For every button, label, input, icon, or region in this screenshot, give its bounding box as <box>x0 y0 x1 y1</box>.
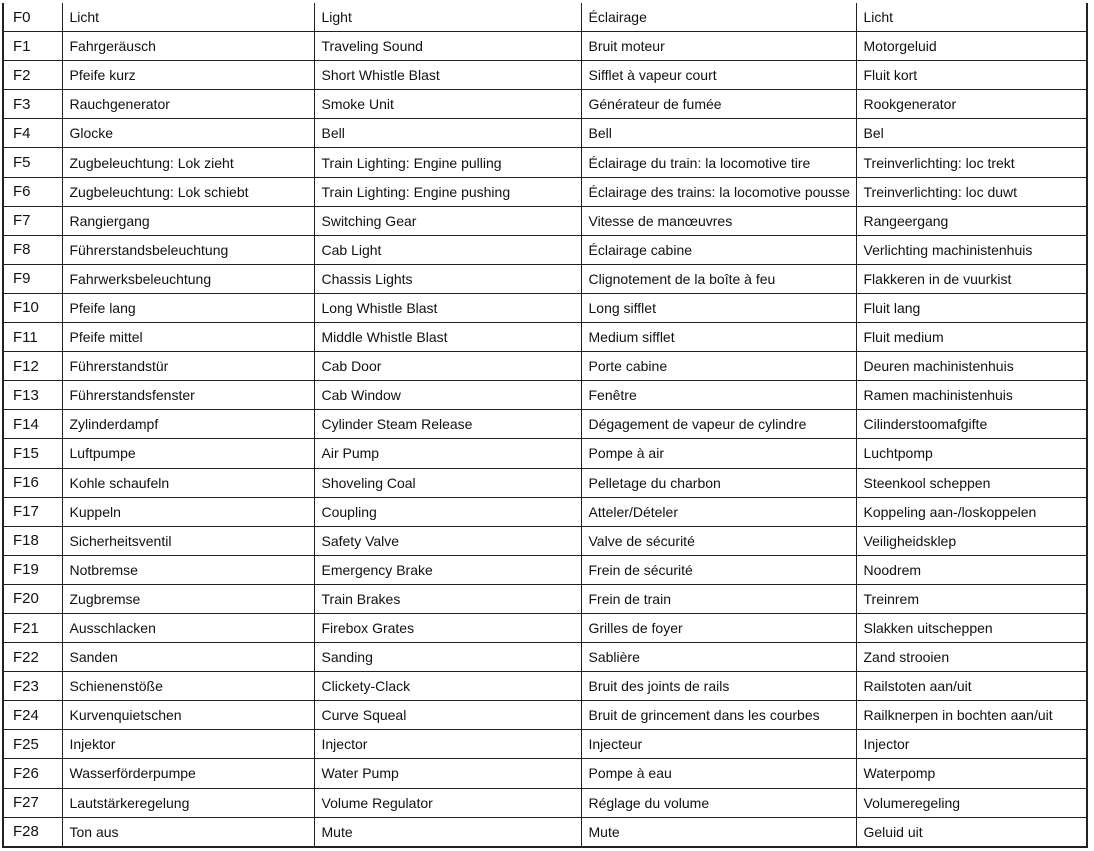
table-row <box>3 584 1087 613</box>
english-label-cell: Middle Whistle Blast <box>314 323 581 352</box>
function-number-cell: F10 <box>3 293 62 322</box>
german-label-cell: Führerstandsfenster <box>62 381 314 410</box>
function-number-cell: F23 <box>3 672 62 701</box>
french-label-cell: Long sifflet <box>581 293 856 322</box>
function-number-cell: F1 <box>3 32 62 61</box>
function-number-cell: F9 <box>3 264 62 293</box>
german-label-cell: Sicherheitsventil <box>62 526 314 555</box>
function-number-cell: F21 <box>3 613 62 642</box>
table-row <box>3 61 1087 90</box>
english-label-cell: Chassis Lights <box>314 264 581 293</box>
dutch-label-cell: Fluit kort <box>856 61 1087 90</box>
english-label-cell: Traveling Sound <box>314 32 581 61</box>
dutch-label-cell: Rookgenerator <box>856 90 1087 119</box>
german-label-cell: Kohle schaufeln <box>62 468 314 497</box>
english-label-cell: Emergency Brake <box>314 555 581 584</box>
function-number-cell: F2 <box>3 61 62 90</box>
german-label-cell: Notbremse <box>62 555 314 584</box>
function-number-cell: F8 <box>3 235 62 264</box>
english-label-cell: Train Lighting: Engine pulling <box>314 148 581 177</box>
table-row <box>3 555 1087 584</box>
german-label-cell: Pfeife kurz <box>62 61 314 90</box>
french-label-cell: Frein de train <box>581 584 856 613</box>
french-label-cell: Bruit de grincement dans les courbes <box>581 701 856 730</box>
table-row <box>3 352 1087 381</box>
table-row <box>3 206 1087 235</box>
function-number-cell: F15 <box>3 439 62 468</box>
table-row <box>3 323 1087 352</box>
dutch-label-cell: Railstoten aan/uit <box>856 672 1087 701</box>
french-label-cell: Éclairage cabine <box>581 235 856 264</box>
french-label-cell: Mute <box>581 817 856 847</box>
german-label-cell: Injektor <box>62 730 314 759</box>
table-row <box>3 264 1087 293</box>
dutch-label-cell: Treinverlichting: loc trekt <box>856 148 1087 177</box>
table-row <box>3 526 1087 555</box>
function-number-cell: F7 <box>3 206 62 235</box>
dutch-label-cell: Noodrem <box>856 555 1087 584</box>
german-label-cell: Ausschlacken <box>62 613 314 642</box>
english-label-cell: Clickety-Clack <box>314 672 581 701</box>
function-table-body <box>3 3 1087 847</box>
french-label-cell: Valve de sécurité <box>581 526 856 555</box>
dutch-label-cell: Injector <box>856 730 1087 759</box>
function-number-cell: F0 <box>3 3 62 32</box>
table-row <box>3 439 1087 468</box>
german-label-cell: Lautstärkeregelung <box>62 788 314 817</box>
german-label-cell: Rangiergang <box>62 206 314 235</box>
french-label-cell: Bruit moteur <box>581 32 856 61</box>
function-number-cell: F14 <box>3 410 62 439</box>
dutch-label-cell: Treinverlichting: loc duwt <box>856 177 1087 206</box>
french-label-cell: Pelletage du charbon <box>581 468 856 497</box>
dutch-label-cell: Deuren machinistenhuis <box>856 352 1087 381</box>
function-number-cell: F24 <box>3 701 62 730</box>
dutch-label-cell: Treinrem <box>856 584 1087 613</box>
english-label-cell: Bell <box>314 119 581 148</box>
function-number-cell: F26 <box>3 759 62 788</box>
function-number-cell: F22 <box>3 643 62 672</box>
english-label-cell: Coupling <box>314 497 581 526</box>
table-row <box>3 701 1087 730</box>
english-label-cell: Short Whistle Blast <box>314 61 581 90</box>
dutch-label-cell: Veiligheidsklep <box>856 526 1087 555</box>
table-row <box>3 148 1087 177</box>
german-label-cell: Schienenstöße <box>62 672 314 701</box>
english-label-cell: Volume Regulator <box>314 788 581 817</box>
dutch-label-cell: Railknerpen in bochten aan/uit <box>856 701 1087 730</box>
dutch-label-cell: Licht <box>856 3 1087 32</box>
table-row <box>3 3 1087 32</box>
function-number-cell: F28 <box>3 817 62 847</box>
table-row <box>3 32 1087 61</box>
english-label-cell: Train Lighting: Engine pushing <box>314 177 581 206</box>
german-label-cell: Kurvenquietschen <box>62 701 314 730</box>
german-label-cell: Zugbeleuchtung: Lok schiebt <box>62 177 314 206</box>
dutch-label-cell: Waterpomp <box>856 759 1087 788</box>
english-label-cell: Firebox Grates <box>314 613 581 642</box>
dutch-label-cell: Fluit medium <box>856 323 1087 352</box>
english-label-cell: Air Pump <box>314 439 581 468</box>
dutch-label-cell: Bel <box>856 119 1087 148</box>
function-number-cell: F4 <box>3 119 62 148</box>
french-label-cell: Éclairage du train: la locomotive tire <box>581 148 856 177</box>
table-row <box>3 613 1087 642</box>
table-row <box>3 177 1087 206</box>
table-row <box>3 730 1087 759</box>
dutch-label-cell: Motorgeluid <box>856 32 1087 61</box>
dutch-label-cell: Slakken uitscheppen <box>856 613 1087 642</box>
dutch-label-cell: Verlichting machinistenhuis <box>856 235 1087 264</box>
english-label-cell: Switching Gear <box>314 206 581 235</box>
function-number-cell: F16 <box>3 468 62 497</box>
function-number-cell: F18 <box>3 526 62 555</box>
german-label-cell: Ton aus <box>62 817 314 847</box>
french-label-cell: Clignotement de la boîte à feu <box>581 264 856 293</box>
english-label-cell: Cab Window <box>314 381 581 410</box>
english-label-cell: Sanding <box>314 643 581 672</box>
english-label-cell: Light <box>314 3 581 32</box>
french-label-cell: Générateur de fumée <box>581 90 856 119</box>
table-row <box>3 672 1087 701</box>
french-label-cell: Pompe à eau <box>581 759 856 788</box>
function-number-cell: F27 <box>3 788 62 817</box>
french-label-cell: Sablière <box>581 643 856 672</box>
dutch-label-cell: Zand strooien <box>856 643 1087 672</box>
dutch-label-cell: Steenkool scheppen <box>856 468 1087 497</box>
table-row <box>3 788 1087 817</box>
dutch-label-cell: Flakkeren in de vuurkist <box>856 264 1087 293</box>
function-number-cell: F19 <box>3 555 62 584</box>
french-label-cell: Éclairage <box>581 3 856 32</box>
german-label-cell: Pfeife mittel <box>62 323 314 352</box>
function-number-cell: F6 <box>3 177 62 206</box>
french-label-cell: Frein de sécurité <box>581 555 856 584</box>
french-label-cell: Bruit des joints de rails <box>581 672 856 701</box>
english-label-cell: Injector <box>314 730 581 759</box>
english-label-cell: Train Brakes <box>314 584 581 613</box>
table-row <box>3 468 1087 497</box>
function-number-cell: F11 <box>3 323 62 352</box>
table-row <box>3 817 1087 847</box>
dutch-label-cell: Fluit lang <box>856 293 1087 322</box>
german-label-cell: Wasserförderpumpe <box>62 759 314 788</box>
function-number-cell: F20 <box>3 584 62 613</box>
function-number-cell: F25 <box>3 730 62 759</box>
german-label-cell: Führerstandsbeleuchtung <box>62 235 314 264</box>
french-label-cell: Injecteur <box>581 730 856 759</box>
function-number-cell: F13 <box>3 381 62 410</box>
function-number-cell: F5 <box>3 148 62 177</box>
english-label-cell: Mute <box>314 817 581 847</box>
french-label-cell: Éclairage des trains: la locomotive pousse <box>581 177 856 206</box>
french-label-cell: Fenêtre <box>581 381 856 410</box>
german-label-cell: Sanden <box>62 643 314 672</box>
german-label-cell: Pfeife lang <box>62 293 314 322</box>
german-label-cell: Fahrgeräusch <box>62 32 314 61</box>
dutch-label-cell: Rangeergang <box>856 206 1087 235</box>
function-number-cell: F17 <box>3 497 62 526</box>
french-label-cell: Grilles de foyer <box>581 613 856 642</box>
english-label-cell: Water Pump <box>314 759 581 788</box>
german-label-cell: Zylinderdampf <box>62 410 314 439</box>
function-number-cell: F12 <box>3 352 62 381</box>
english-label-cell: Cab Door <box>314 352 581 381</box>
german-label-cell: Glocke <box>62 119 314 148</box>
french-label-cell: Medium sifflet <box>581 323 856 352</box>
german-label-cell: Führerstandstür <box>62 352 314 381</box>
english-label-cell: Shoveling Coal <box>314 468 581 497</box>
function-table <box>2 3 1088 848</box>
table-row <box>3 119 1087 148</box>
table-row <box>3 497 1087 526</box>
german-label-cell: Luftpumpe <box>62 439 314 468</box>
dutch-label-cell: Cilinderstoomafgifte <box>856 410 1087 439</box>
dutch-label-cell: Volumeregeling <box>856 788 1087 817</box>
english-label-cell: Long Whistle Blast <box>314 293 581 322</box>
dutch-label-cell: Luchtpomp <box>856 439 1087 468</box>
english-label-cell: Smoke Unit <box>314 90 581 119</box>
german-label-cell: Zugbeleuchtung: Lok zieht <box>62 148 314 177</box>
french-label-cell: Réglage du volume <box>581 788 856 817</box>
dutch-label-cell: Geluid uit <box>856 817 1087 847</box>
french-label-cell: Porte cabine <box>581 352 856 381</box>
dutch-label-cell: Ramen machinistenhuis <box>856 381 1087 410</box>
table-row <box>3 643 1087 672</box>
table-row <box>3 410 1087 439</box>
french-label-cell: Atteler/Dételer <box>581 497 856 526</box>
table-row <box>3 235 1087 264</box>
german-label-cell: Rauchgenerator <box>62 90 314 119</box>
table-row <box>3 293 1087 322</box>
table-row <box>3 759 1087 788</box>
french-label-cell: Dégagement de vapeur de cylindre <box>581 410 856 439</box>
german-label-cell: Fahrwerksbeleuchtung <box>62 264 314 293</box>
dutch-label-cell: Koppeling aan-/loskoppelen <box>856 497 1087 526</box>
english-label-cell: Cab Light <box>314 235 581 264</box>
english-label-cell: Cylinder Steam Release <box>314 410 581 439</box>
french-label-cell: Vitesse de manœuvres <box>581 206 856 235</box>
german-label-cell: Licht <box>62 3 314 32</box>
english-label-cell: Curve Squeal <box>314 701 581 730</box>
german-label-cell: Zugbremse <box>62 584 314 613</box>
english-label-cell: Safety Valve <box>314 526 581 555</box>
function-number-cell: F3 <box>3 90 62 119</box>
french-label-cell: Sifflet à vapeur court <box>581 61 856 90</box>
table-row <box>3 90 1087 119</box>
french-label-cell: Bell <box>581 119 856 148</box>
french-label-cell: Pompe à air <box>581 439 856 468</box>
table-row <box>3 381 1087 410</box>
german-label-cell: Kuppeln <box>62 497 314 526</box>
